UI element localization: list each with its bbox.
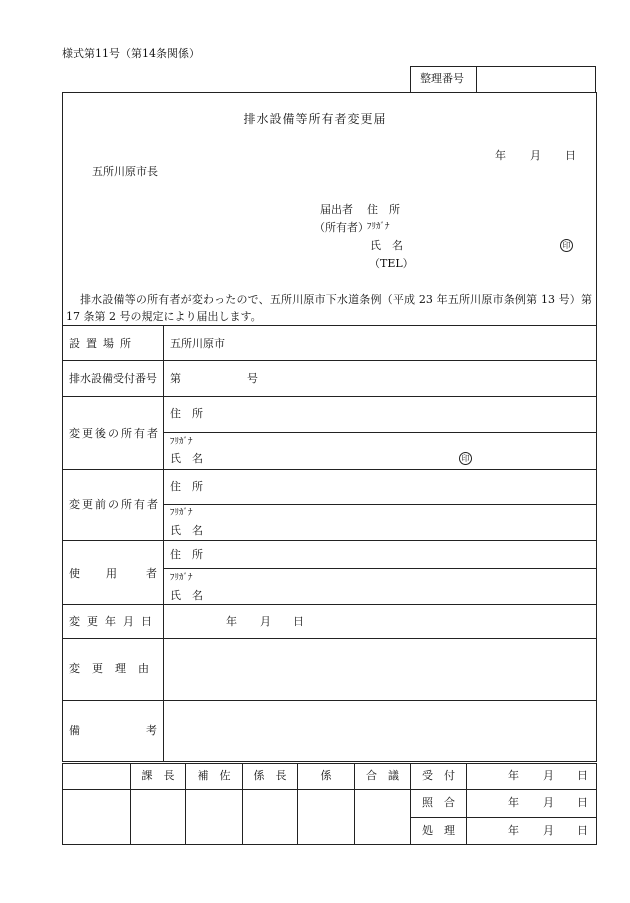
form-title: 排水設備等所有者変更届 (243, 112, 387, 126)
new-owner-address-field[interactable] (210, 400, 590, 428)
change-date-label: 変更年月日 (69, 615, 159, 628)
new-owner-address-label: 住 所 (170, 407, 203, 420)
user-label-2: 用 (106, 567, 117, 580)
new-owner-name-field[interactable] (210, 436, 450, 466)
change-date-year: 年 (226, 615, 237, 628)
old-owner-label: 変更前の所有者 (69, 498, 160, 511)
form-number: 様式第11号（第14条関係） (62, 47, 200, 60)
approval-header-consultation: 合 議 (366, 769, 399, 782)
date-month: 月 (530, 149, 541, 162)
statement-text: 排水設備等の所有者が変わったので、五所川原市下水道条例（平成 23 年五所川原市条例第 13 号）第 17 条第 2 号の規定により届出します。 (66, 293, 592, 323)
applicant-furigana-label: ﾌﾘｶﾞﾅ (367, 222, 390, 232)
step-checked-year: 年 (508, 796, 519, 809)
user-label-1: 使 (69, 567, 80, 580)
applicant-name-label: 氏 名 (370, 239, 403, 252)
step-received-day: 日 (577, 769, 588, 782)
user-label-3: 者 (146, 567, 157, 580)
location-field[interactable]: 五所川原市 (170, 337, 225, 350)
old-owner-furigana-label: ﾌﾘｶﾞﾅ (170, 508, 193, 518)
remarks-label-1: 備 (69, 724, 80, 737)
approval-header-assistant: 補 佐 (197, 769, 231, 782)
receipt-number-suffix: 号 (247, 372, 258, 385)
step-received-label: 受 付 (422, 769, 455, 782)
user-furigana-label: ﾌﾘｶﾞﾅ (170, 573, 193, 583)
change-date-month: 月 (260, 615, 271, 628)
old-owner-address-field[interactable] (210, 473, 590, 501)
date-year: 年 (495, 149, 506, 162)
step-received-year: 年 (508, 769, 519, 782)
reason-field[interactable] (168, 642, 593, 697)
step-checked-label: 照 合 (422, 796, 455, 809)
location-label: 設置場所 (69, 337, 137, 350)
step-processed-year: 年 (508, 824, 519, 837)
remarks-field[interactable] (168, 704, 593, 758)
reason-label: 変更理由 (69, 662, 161, 675)
step-processed-month: 月 (543, 824, 554, 837)
old-owner-name-field[interactable] (210, 508, 590, 538)
user-address-field[interactable] (210, 543, 590, 567)
step-checked-day: 日 (577, 796, 588, 809)
user-address-label: 住 所 (170, 548, 203, 561)
addressee: 五所川原市長 (92, 165, 158, 178)
applicant-tel-label: （TEL） (369, 257, 414, 270)
change-date-day: 日 (293, 615, 304, 628)
old-owner-name-label: 氏 名 (170, 524, 203, 537)
reference-number-label: 整理番号 (420, 72, 464, 85)
applicant-label: 届出者 (320, 203, 353, 216)
applicant-owner-note: （所有者） (314, 221, 369, 234)
user-name-field[interactable] (210, 572, 590, 602)
step-checked-month: 月 (543, 796, 554, 809)
user-name-label: 氏 名 (170, 589, 203, 602)
seal-icon: 印 (560, 239, 573, 252)
approval-header-section-chief: 課 長 (141, 769, 175, 782)
change-date-field[interactable] (168, 608, 308, 634)
step-received-month: 月 (543, 769, 554, 782)
step-processed-day: 日 (577, 824, 588, 837)
new-owner-name-label: 氏 名 (170, 452, 203, 465)
old-owner-address-label: 住 所 (170, 480, 203, 493)
receipt-number-label: 排水設備受付番号 (69, 372, 157, 385)
new-owner-furigana-label: ﾌﾘｶﾞﾅ (170, 437, 193, 447)
remarks-label-2: 考 (146, 724, 157, 737)
approval-header-unit-chief: 係 長 (253, 769, 287, 782)
applicant-address-label: 住 所 (367, 203, 400, 216)
receipt-number-field[interactable] (184, 366, 244, 390)
new-owner-seal-icon: 印 (459, 452, 472, 465)
new-owner-label: 変更後の所有者 (69, 427, 160, 440)
approval-header-staff: 係 (320, 769, 332, 782)
step-processed-label: 処 理 (422, 824, 455, 837)
reference-number-field[interactable] (480, 68, 592, 90)
date-day: 日 (565, 149, 576, 162)
receipt-number-prefix: 第 (170, 372, 181, 385)
